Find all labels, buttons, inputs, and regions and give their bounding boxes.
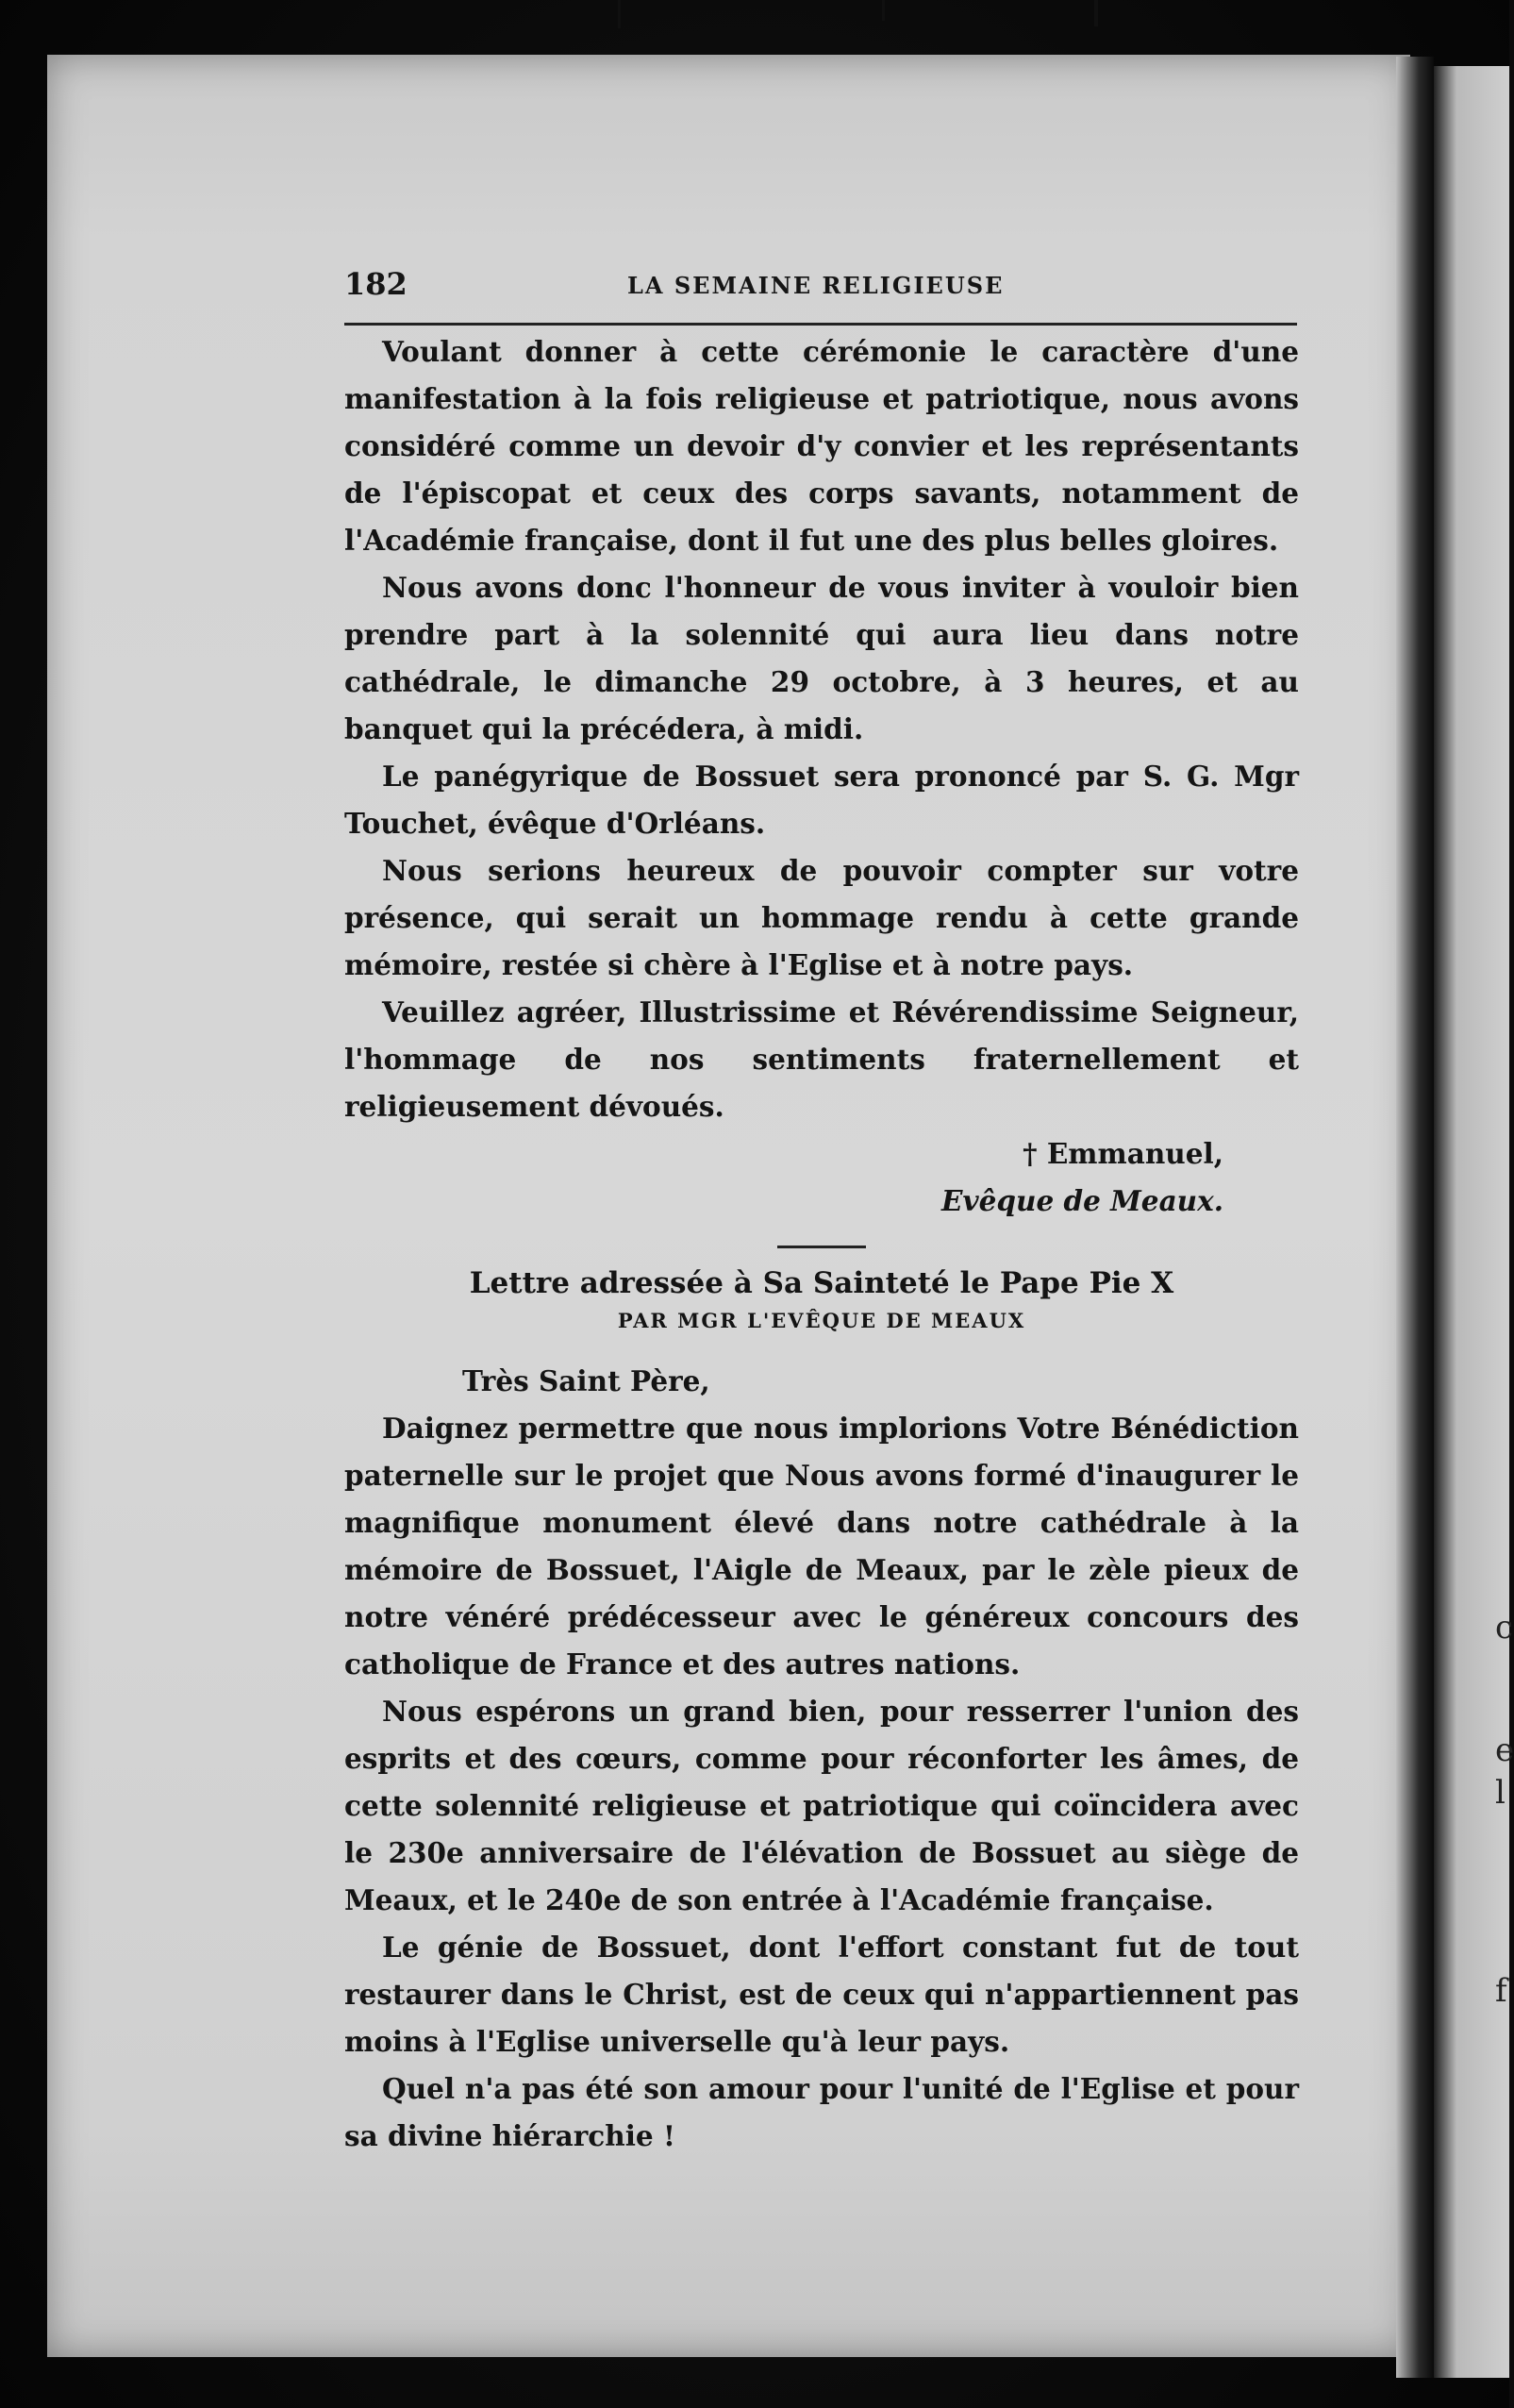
paragraph: Le génie de Bossuet, dont l'effort constant fut de tout restaurer dans le Christ, est de ceux qui n'appartiennent pas moins à l'Eglise universelle qu'à leur pays. [344,1931,1299,2058]
film-scratch [1094,0,1098,26]
paragraph: Le panégyrique de Bossuet sera prononcé par S. G. Mgr Touchet, évêque d'Orléans. [344,760,1299,840]
running-head: LA SEMAINE RELIGIEUSE [627,272,1005,299]
paragraph: Nous serions heureux de pouvoir compter sur votre présence, qui serait un hommage rendu à cette grande mémoire, restée si chère à l'Eglise et à notre pays. [344,854,1299,981]
paragraph: Voulant donner à cette cérémonie le caractère d'une manifestation à la fois religieuse et patriotique, nous avons considéré comme un devoir d'y convier et les représentants de l'épiscopat et ceux des corps savants, notamment de l'Académie française, dont il fut une des plus belles gloires. [344,335,1299,557]
paragraph: Daignez permettre que nous implorions Votre Bénédiction paternelle sur le projet que Nous avons formé d'inaugurer le magnifique monument élevé dans notre cathédrale à la mémoire de Bossuet, l'Aigle de Meaux, par le zèle pieux de notre vénéré prédécesseur avec le généreux concours des catholique de France et des autres nations. [344,1412,1299,1681]
paragraph: Quel n'a pas été son amour pour l'unité de l'Eglise et pour sa divine hiérarchie ! [344,2072,1299,2152]
salutation: Très Saint Père, [462,1364,710,1397]
paragraph: Nous espérons un grand bien, pour resserrer l'union des esprits et des cœurs, comme pour réconforter les âmes, de cette solennité religieuse et patriotique qui coïncidera avec le 230e anniversaire de l'élévation de Bossuet au siège de Meaux, et le 240e de son entrée à l'Académie française. [344,1695,1299,1916]
header-rule [344,323,1297,326]
section-title: Lettre adressée à Sa Sainteté le Pape Pie X [469,1266,1174,1300]
adjacent-page-fragment: c [1495,1609,1514,1647]
section-subtitle: PAR MGR L'EVÊQUE DE MEAUX [617,1309,1026,1332]
signature-name: † Emmanuel, [1023,1137,1223,1170]
adjacent-page-edge [1434,66,1509,2378]
page-number: 182 [344,266,408,302]
paragraph: Veuillez agréer, Illustrissime et Révérendissime Seigneur, l'hommage de nos sentiments fraternellement et religieusement dévoués. [344,995,1299,1123]
section-divider [777,1246,866,1248]
film-scratch [618,0,621,28]
paragraph: Nous avons donc l'honneur de vous inviter à vouloir bien prendre part à la solennité qui aura lieu dans notre cathédrale, le dimanche 29 octobre, à 3 heures, et au banquet qui la précédera, à midi. [344,571,1299,745]
signature-title: Evêque de Meaux. [940,1184,1223,1217]
page-header [344,266,1306,304]
adjacent-page-fragment: l [1495,1774,1506,1812]
adjacent-page-fragment: e [1495,1731,1514,1769]
body-text [344,328,1299,2160]
page-gutter [1396,57,1434,2378]
adjacent-page-fragment: f [1495,1972,1507,2010]
film-scratch [882,0,885,21]
